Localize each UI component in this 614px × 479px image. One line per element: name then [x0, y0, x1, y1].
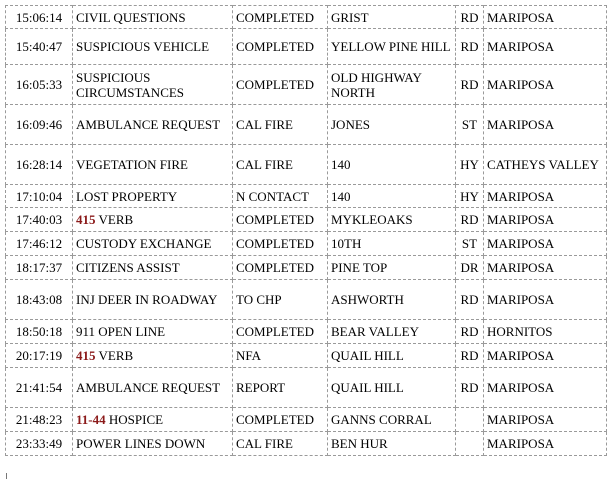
call-type: [73, 256, 233, 280]
call-time: 15:06:14: [6, 6, 73, 29]
street-suffix: [456, 432, 484, 456]
call-street: PINE TOP: [328, 256, 456, 280]
call-status: N CONTACT: [233, 185, 328, 208]
call-street: GRIST: [328, 6, 456, 29]
page-edge-mark: [6, 473, 7, 479]
call-city: MARIPOSA: [484, 185, 607, 208]
call-city: MARIPOSA: [484, 368, 607, 408]
call-city: MARIPOSA: [484, 256, 607, 280]
street-suffix: RD: [456, 6, 484, 29]
call-code: 415: [76, 348, 96, 363]
call-time: 16:28:14: [6, 145, 73, 185]
call-status: COMPLETED: [233, 29, 328, 65]
call-type: [73, 408, 233, 432]
call-time: 16:05:33: [6, 65, 73, 105]
table-row: [6, 185, 607, 208]
call-status: REPORT: [233, 368, 328, 408]
call-time: 23:33:49: [6, 432, 73, 456]
call-code: 11-44: [76, 412, 106, 427]
call-time: 21:41:54: [6, 368, 73, 408]
street-suffix: DR: [456, 256, 484, 280]
call-type: [73, 145, 233, 185]
call-status: TO CHP: [233, 280, 328, 320]
street-suffix: [456, 408, 484, 432]
street-suffix: RD: [456, 368, 484, 408]
call-type: [73, 368, 233, 408]
call-code: 415: [76, 212, 96, 227]
street-suffix: HY: [456, 145, 484, 185]
call-type-label: INJ DEER IN ROADWAY: [76, 292, 218, 307]
call-status: COMPLETED: [233, 232, 328, 256]
table-row: [6, 280, 607, 320]
call-type: [73, 6, 233, 29]
call-city: MARIPOSA: [484, 65, 607, 105]
call-time: 18:43:08: [6, 280, 73, 320]
street-suffix: HY: [456, 185, 484, 208]
call-type-label: AMBULANCE REQUEST: [76, 380, 221, 395]
call-status: COMPLETED: [233, 256, 328, 280]
table-row: [6, 6, 607, 29]
call-type-label: CUSTODY EXCHANGE: [76, 236, 212, 251]
call-status: CAL FIRE: [233, 105, 328, 145]
call-type-label: VERB: [98, 212, 134, 227]
call-street: GANNS CORRAL: [328, 408, 456, 432]
street-suffix: ST: [456, 105, 484, 145]
street-suffix: RD: [456, 280, 484, 320]
call-city: CATHEYS VALLEY: [484, 145, 607, 185]
table-row: [6, 65, 607, 105]
street-suffix: RD: [456, 320, 484, 344]
call-status: CAL FIRE: [233, 432, 328, 456]
call-status: CAL FIRE: [233, 145, 328, 185]
street-suffix: ST: [456, 232, 484, 256]
call-type: [73, 320, 233, 344]
call-type-label: AMBULANCE REQUEST: [76, 117, 221, 132]
call-time: 16:09:46: [6, 105, 73, 145]
call-city: MARIPOSA: [484, 280, 607, 320]
call-type-label: SUSPICIOUS CIRCUMSTANCES: [76, 69, 185, 100]
call-city: HORNITOS: [484, 320, 607, 344]
street-suffix: RD: [456, 65, 484, 105]
table-row: [6, 208, 607, 232]
call-type-label: CITIZENS ASSIST: [76, 260, 180, 275]
call-time: 20:17:19: [6, 344, 73, 368]
call-city: MARIPOSA: [484, 208, 607, 232]
call-type: [73, 208, 233, 232]
call-type-label: LOST PROPERTY: [76, 188, 178, 204]
call-status: COMPLETED: [233, 65, 328, 105]
call-city: MARIPOSA: [484, 344, 607, 368]
table-row: [6, 105, 607, 145]
street-suffix: RD: [456, 208, 484, 232]
call-type: [73, 65, 233, 105]
street-suffix: RD: [456, 344, 484, 368]
call-street: 10TH: [328, 232, 456, 256]
table-row: [6, 232, 607, 256]
call-time: 18:50:18: [6, 320, 73, 344]
table-row: [6, 408, 607, 432]
call-time: 21:48:23: [6, 408, 73, 432]
call-status: NFA: [233, 344, 328, 368]
call-type: [73, 344, 233, 368]
call-status: COMPLETED: [233, 6, 328, 29]
table-row: [6, 344, 607, 368]
call-city: MARIPOSA: [484, 232, 607, 256]
call-type-label: 911 OPEN LINE: [76, 324, 166, 339]
call-time: 15:40:47: [6, 29, 73, 65]
table-row: [6, 145, 607, 185]
table-row: [6, 256, 607, 280]
call-city: MARIPOSA: [484, 29, 607, 65]
table-row: [6, 320, 607, 344]
call-street: QUAIL HILL: [328, 368, 456, 408]
table-row: [6, 368, 607, 408]
call-time: 17:46:12: [6, 232, 73, 256]
call-street: QUAIL HILL: [328, 344, 456, 368]
call-status: COMPLETED: [233, 408, 328, 432]
call-street: MYKLEOAKS: [328, 208, 456, 232]
call-type-label: VERB: [98, 348, 134, 363]
table-row: [6, 29, 607, 65]
call-time: 18:17:37: [6, 256, 73, 280]
call-type-label: HOSPICE: [108, 412, 164, 427]
call-status: COMPLETED: [233, 208, 328, 232]
call-type-label: VEGETATION FIRE: [76, 157, 188, 172]
call-type: [73, 280, 233, 320]
call-log-body: [6, 6, 607, 456]
call-type-label: SUSPICIOUS VEHICLE: [76, 39, 210, 54]
call-type-label: POWER LINES DOWN: [76, 436, 206, 451]
call-city: MARIPOSA: [484, 408, 607, 432]
call-status: COMPLETED: [233, 320, 328, 344]
call-street: BEAR VALLEY: [328, 320, 456, 344]
call-log-table: [5, 5, 607, 456]
call-street: 140: [328, 145, 456, 185]
call-street: ASHWORTH: [328, 280, 456, 320]
call-street: BEN HUR: [328, 432, 456, 456]
call-city: MARIPOSA: [484, 6, 607, 29]
call-type: [73, 432, 233, 456]
call-type: [73, 29, 233, 65]
call-street: OLD HIGHWAY NORTH: [328, 65, 456, 105]
call-street: YELLOW PINE HILL: [328, 29, 456, 65]
call-type: [73, 185, 233, 208]
call-street: JONES: [328, 105, 456, 145]
call-time: 17:40:03: [6, 208, 73, 232]
call-type: [73, 232, 233, 256]
call-city: MARIPOSA: [484, 432, 607, 456]
call-type-label: CIVIL QUESTIONS: [76, 9, 186, 25]
table-row: [6, 432, 607, 456]
call-time: 17:10:04: [6, 185, 73, 208]
call-street: 140: [328, 185, 456, 208]
call-type: [73, 105, 233, 145]
street-suffix: RD: [456, 29, 484, 65]
call-city: MARIPOSA: [484, 105, 607, 145]
